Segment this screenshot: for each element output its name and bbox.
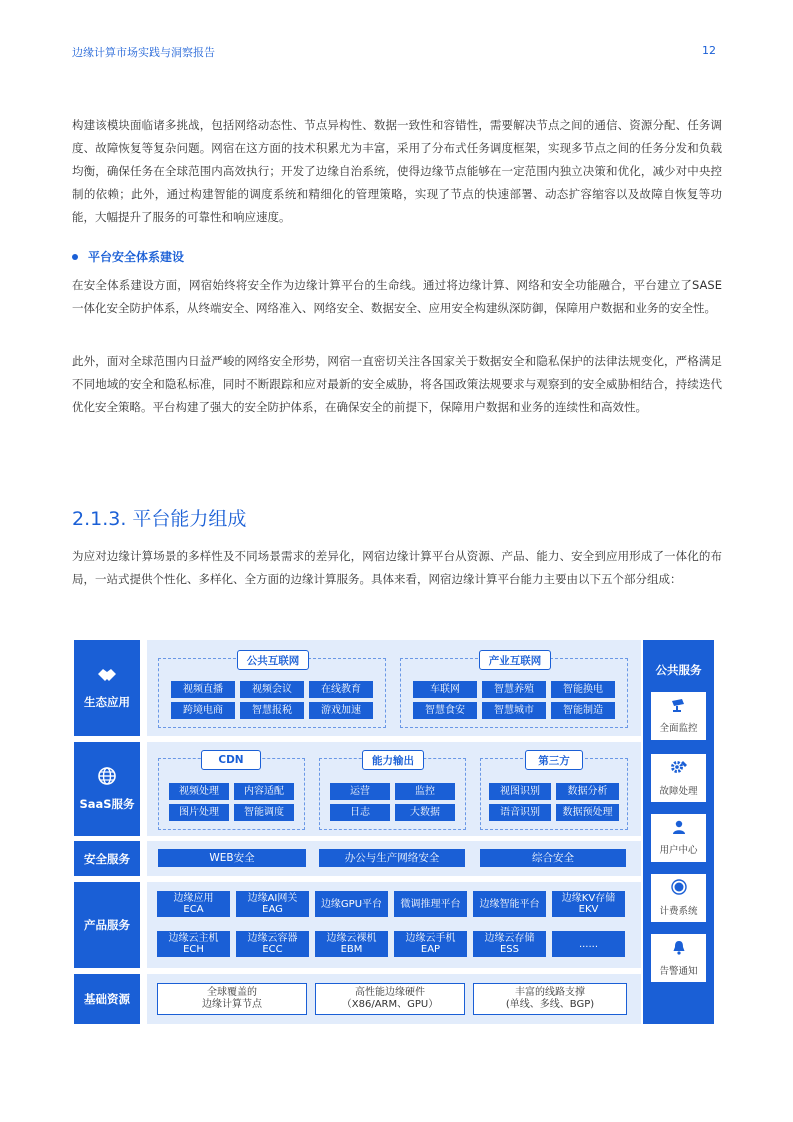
row-eco: [74, 640, 641, 736]
product-cell-line2: ECA: [183, 904, 204, 915]
row-security-body: [147, 841, 641, 876]
infra-cell: [315, 983, 465, 1015]
group-tag: CDN: [201, 750, 261, 770]
side-card-label: 用户中心: [659, 845, 698, 856]
app-cell: 在线教育: [309, 681, 373, 698]
group-tag: 能力输出: [362, 750, 424, 770]
billing-icon: [671, 879, 687, 899]
product-cell: [552, 931, 625, 957]
app-cell: 智慧养殖: [482, 681, 546, 698]
saas-cell: 语音识别: [489, 804, 551, 821]
app-cell: 智能制造: [551, 702, 615, 719]
saas-cell: 智能调度: [234, 804, 294, 821]
row-infra-body: [147, 974, 641, 1024]
row-saas-label: [74, 742, 140, 836]
group-public-internet: [158, 654, 386, 728]
saas-cell: 内容适配: [234, 783, 294, 800]
row-product: [74, 882, 641, 968]
side-card-label: 全面监控: [659, 723, 698, 734]
row-product-text: 产品服务: [84, 918, 130, 932]
saas-cell: 监控: [395, 783, 455, 800]
app-cell: 智慧城市: [482, 702, 546, 719]
row-security: [74, 841, 641, 876]
section-title: 2.1.3. 平台能力组成: [72, 508, 247, 530]
row-saas-body: [147, 742, 641, 836]
bullet-heading-text: 平台安全体系建设: [88, 250, 185, 264]
product-cell-line2: EAP: [420, 944, 441, 955]
paragraph-4: 为应对边缘计算场景的多样性及不同场景需求的差异化，网宿边缘计算平台从资源、产品、能力、安全到应用形成了一体化的布局，一站式提供个性化、多样化、全方面的边缘计算服务。具体来看，网宿边缘计算平台能力主要由以下五个部分组成：: [72, 549, 722, 586]
paragraph-2: 在安全体系建设方面，网宿始终将安全作为边缘计算平台的生命线。通过将边缘计算、网络和安全功能融合，平台建立了SASE一体化安全防护体系，从终端安全、网络准入、网络安全、数据安全、应用安全构建纵深防御，保障用户数据和业务的安全性。: [72, 278, 722, 315]
infra-cell-line1: 丰富的线路支撑: [515, 987, 585, 998]
product-cell-line2: EAG: [262, 904, 283, 915]
globe-icon: [97, 766, 117, 790]
side-card-user-center: [651, 814, 706, 862]
saas-cell: 视频处理: [169, 783, 229, 800]
group-tag: 第三方: [525, 750, 583, 770]
row-eco-body: [147, 640, 641, 736]
saas-cell: 数据预处理: [556, 804, 619, 821]
product-cell: [315, 891, 388, 917]
saas-cell: 大数据: [395, 804, 455, 821]
app-cell: 跨境电商: [171, 702, 235, 719]
paragraph-3: 此外，面对全球范围内日益严峻的网络安全形势，网宿一直密切关注各国家关于数据安全和隐私保护的法律法规变化，严格满足不同地域的安全和隐私标准，同时不断跟踪和应对最新的安全威胁，将各国政策法规要求与观察到的安全威胁相结合，持续迭代优化安全策略。平台构建了强大的安全防护体系，在确保安全的前提下，保障用户数据和业务的连续性和高效性。: [72, 354, 722, 414]
side-card-alert: [651, 934, 706, 982]
group-cdn: [158, 754, 305, 830]
bullet-dot: [72, 254, 78, 260]
public-services-title: 公共服务: [655, 663, 702, 677]
row-infra-label: [74, 974, 140, 1024]
product-cell-line1: 边缘云容器: [247, 933, 298, 944]
saas-cell: 日志: [330, 804, 390, 821]
infra-cell-line2: 边缘计算节点: [202, 999, 262, 1010]
row-eco-label: [74, 640, 140, 736]
side-card-monitoring: [651, 692, 706, 740]
product-cell-line2: EBM: [340, 944, 363, 955]
row-security-text: 安全服务: [84, 851, 130, 866]
row-infra-text: 基础资源: [84, 992, 130, 1006]
row-saas-text: SaaS服务: [79, 797, 135, 811]
product-cell: [157, 891, 230, 917]
saas-cell: 图片处理: [169, 804, 229, 821]
gear-icon: [670, 759, 688, 779]
product-cell-line1: ......: [578, 938, 599, 950]
app-cell: 视频直播: [171, 681, 235, 698]
product-cell-line1: 边缘GPU平台: [320, 898, 383, 910]
infra-cell-line2: （X86/ARM、GPU）: [341, 999, 439, 1010]
product-cell-line1: 边缘智能平台: [479, 898, 540, 910]
product-cell: [394, 891, 467, 917]
security-cell: 办公与生产网络安全: [319, 849, 465, 867]
group-tag: 产业互联网: [479, 650, 551, 670]
app-cell: 游戏加速: [309, 702, 373, 719]
row-eco-text: 生态应用: [84, 695, 130, 709]
product-cell: [473, 931, 546, 957]
app-cell: 智慧报税: [240, 702, 304, 719]
side-card-fault: [651, 754, 706, 802]
product-cell-line1: 边缘云手机: [405, 933, 456, 944]
bell-icon: [672, 940, 686, 959]
product-cell-line1: 边缘云主机: [168, 933, 219, 944]
product-cell-line1: 微调推理平台: [400, 898, 461, 910]
row-product-body: [147, 882, 641, 968]
side-card-label: 故障处理: [659, 786, 698, 797]
app-cell: 视频会议: [240, 681, 304, 698]
product-cell-line1: 边缘KV存储: [561, 893, 616, 904]
product-cell-line1: 边缘AI网关: [247, 893, 298, 904]
product-cell: [236, 931, 309, 957]
product-cell: [236, 891, 309, 917]
saas-cell: 数据分析: [556, 783, 619, 800]
group-industrial-internet: [400, 654, 628, 728]
app-cell: 车联网: [413, 681, 477, 698]
paragraph-1: 构建该模块面临诸多挑战，包括网络动态性、节点异构性、数据一致性和容错性，需要解决节点之间的通信、资源分配、任务调度、故障恢复等复杂问题。网宿在这方面的技术积累尤为丰富，采用了分布式任务调度框架，实现多节点之间的任务分发和负载均衡，确保任务在全球范围内高效执行；开发了边缘自治系统，使得边缘节点能够在一定范围内独立决策和优化，减少对中央控制的依赖；此外，通过构建智能的调度系统和精细化的管理策略，实现了节点的快速部署、动态扩容缩容以及故障自恢复等功能，大幅提升了服务的可靠性和响应速度。: [72, 118, 722, 224]
product-cell-line1: 边缘云裸机: [326, 933, 377, 944]
handshake-icon: [96, 666, 118, 688]
product-cell: [394, 931, 467, 957]
group-tag: 公共互联网: [237, 650, 309, 670]
infra-cell-line1: 全球覆盖的: [207, 987, 257, 998]
product-cell-line1: 边缘应用: [173, 893, 214, 904]
side-card-label: 计费系统: [659, 906, 698, 917]
product-cell: [157, 931, 230, 957]
public-services-panel: [643, 640, 714, 1024]
saas-cell: 运营: [330, 783, 390, 800]
product-cell: [552, 891, 625, 917]
security-cell: 综合安全: [480, 849, 626, 867]
row-infra: [74, 974, 641, 1024]
infra-cell-line1: 高性能边缘硬件: [355, 987, 425, 998]
user-icon: [672, 820, 686, 838]
infra-cell-line2: (单线、多线、BGP): [505, 999, 595, 1010]
app-cell: 智慧食安: [413, 702, 477, 719]
product-cell-line2: ECC: [262, 944, 283, 955]
platform-diagram: [74, 640, 641, 1024]
product-cell-line1: 边缘云存储: [484, 933, 535, 944]
product-cell: [473, 891, 546, 917]
product-cell-line2: EKV: [578, 904, 599, 915]
app-cell: 智能换电: [551, 681, 615, 698]
infra-cell: [157, 983, 307, 1015]
row-product-label: [74, 882, 140, 968]
header-title: 边缘计算市场实践与洞察报告: [72, 46, 215, 59]
row-security-label: [74, 841, 140, 876]
bullet-heading: [72, 248, 184, 265]
group-third-party: [480, 754, 628, 830]
product-cell-line2: ESS: [499, 944, 519, 955]
side-card-label: 告警通知: [659, 965, 698, 977]
side-card-billing: [651, 874, 706, 922]
security-cell: WEB安全: [158, 849, 306, 867]
saas-cell: 视图识别: [489, 783, 551, 800]
row-saas: [74, 742, 641, 836]
camera-icon: [671, 698, 687, 716]
product-cell: [315, 931, 388, 957]
group-capability-output: [319, 754, 466, 830]
product-cell-line2: ECH: [183, 944, 204, 955]
infra-cell: [473, 983, 627, 1015]
page-number: 12: [702, 44, 716, 57]
